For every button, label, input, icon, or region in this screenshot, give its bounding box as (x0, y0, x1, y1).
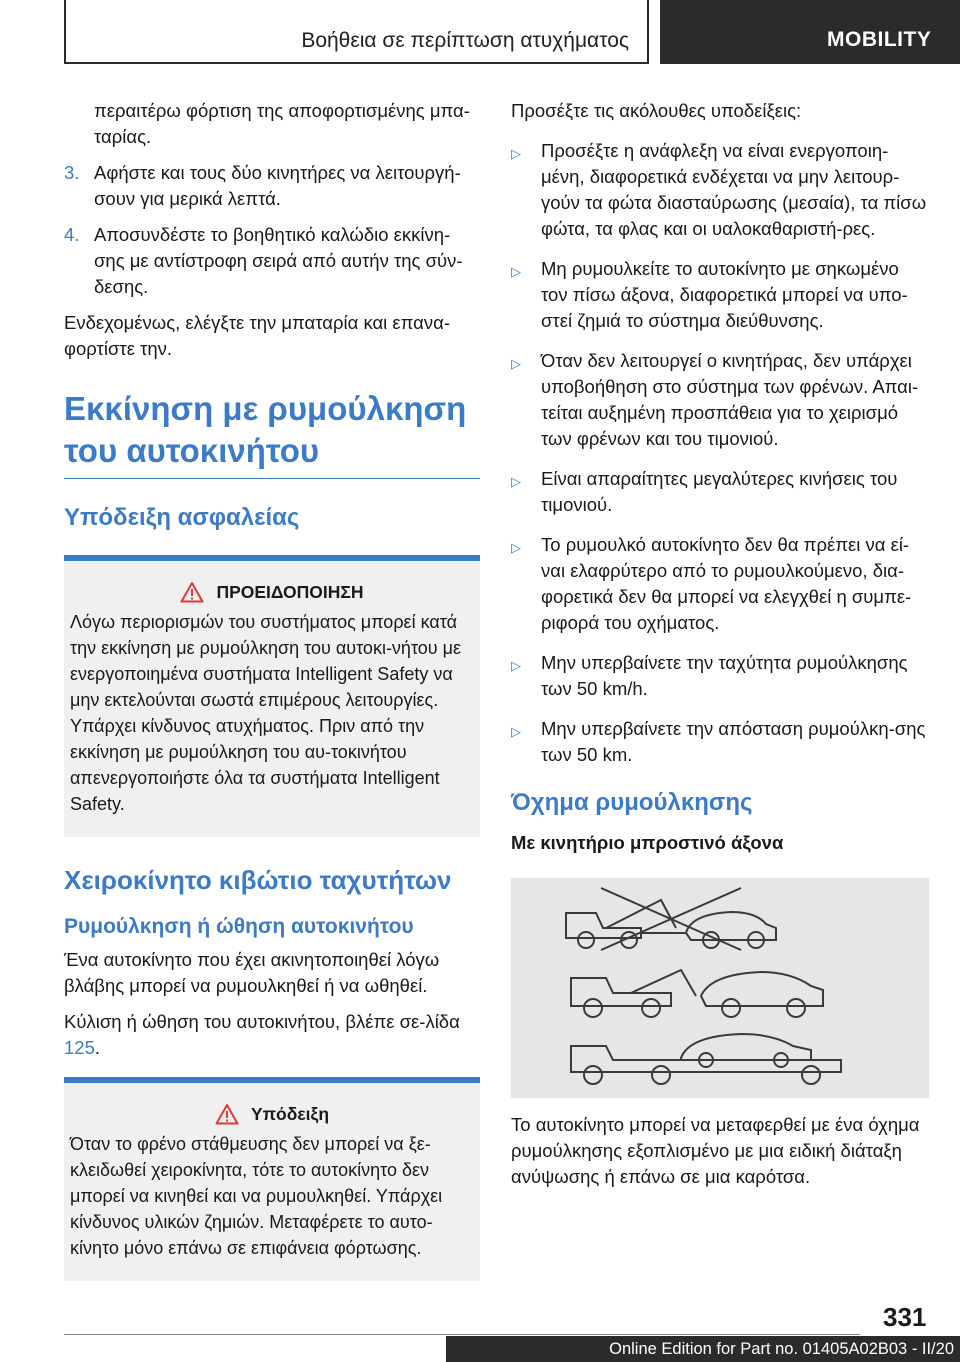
note-box (64, 1083, 480, 1281)
bullet-triangle-icon: ▷ (511, 356, 521, 371)
warning-triangle-icon (180, 581, 204, 603)
warning-triangle-icon (215, 1103, 239, 1125)
list-item (511, 532, 929, 636)
front-axle-heading: Με κινητήριο μπροστινό άξονα (511, 832, 784, 853)
heading-rule (64, 478, 480, 479)
bullet-triangle-icon: ▷ (511, 724, 521, 739)
battery-check-text: Ενδεχομένως, ελέγξτε την μπαταρία και επανα-φορτίστε την. (64, 312, 450, 359)
section-tab (660, 0, 960, 64)
towing-text: Ένα αυτοκίνητο που έχει ακινητοποιηθεί λόγω βλάβης μπορεί να ρυμουλκηθεί ή να ωθηθεί. (64, 949, 440, 996)
edition-footer: Online Edition for Part no. 01405A02B03 - II/20 (446, 1336, 960, 1362)
list-item (511, 348, 929, 452)
vehicle-heading: Όχημα ρυμούλκησης (511, 789, 753, 816)
step-number: 3. (64, 162, 80, 183)
bullet-triangle-icon: ▷ (511, 658, 521, 673)
section-heading: Εκκίνηση με ρυμούλκηση του αυτοκινήτου (64, 390, 467, 469)
list-item (511, 138, 929, 242)
list-item-text: Μη ρυμουλκείτε το αυτοκίνητο με σηκωμένο τον πίσω άξονα, διαφορετικά μπορεί να υπο-στεί ζημιά το σύστημα διεύθυνσης. (541, 258, 908, 331)
gearbox-heading: Χειροκίνητο κιβώτιο ταχυτήτων (64, 865, 452, 895)
page-reference-link[interactable]: 125 (64, 1037, 95, 1058)
warning-text: Λόγω περιορισμών του συστήματος μπορεί κατά την εκκίνηση με ρυμούλκηση του αυτοκι-νήτου με ενεργοποιημένα συστήματα Intelligent Safety να μην εκτελούνται σωστά επιμέρους λειτουργίες. Υπάρχει κίνδυνος ατυχήματος. Πριν από την εκκίνηση με ρυμούλκηση του αυ-τοκινήτου απενεργοποιήστε όλα τα συστήματα Intelligent Safety. (70, 612, 462, 814)
page-number: 331 (883, 1302, 927, 1332)
step-3 (64, 160, 480, 212)
list-item (511, 466, 929, 518)
note-header (70, 1103, 474, 1125)
warning-box (64, 561, 480, 837)
list-item-text: Το ρυμουλκό αυτοκίνητο δεν θα πρέπει να εί-ναι ελαφρύτερο από το ρυμουλκούμενο, δια-φορετικά δεν θα μπορεί να ελεγχθεί η συμπε-ριφορά του οχήματος. (541, 534, 912, 633)
warning-header (70, 581, 474, 603)
period: . (94, 1037, 101, 1058)
right-column (511, 98, 929, 1200)
safety-heading: Υπόδειξη ασφαλείας (64, 504, 300, 531)
list-item (511, 716, 929, 768)
step-4 (64, 222, 480, 300)
step-number: 4. (64, 224, 80, 245)
list-item-text: Μην υπερβαίνετε την απόσταση ρυμούλκη-σης των 50 km. (541, 718, 926, 765)
step-text: Αποσυνδέστε το βοηθητικό καλώδιο εκκίνη-σης με αντίστροφη σειρά από αυτήν της σύν-δεσης. (94, 224, 463, 297)
bullet-triangle-icon: ▷ (511, 540, 521, 555)
chapter-title: Βοήθεια σε περίπτωση ατυχήματος (301, 29, 629, 52)
section-label: MOBILITY (827, 28, 932, 51)
bullet-triangle-icon: ▷ (511, 264, 521, 279)
list-item-text: Προσέξτε η ανάφλεξη να είναι ενεργοποιη-μένη, διαφορετικά ενδέχεται να μην λειτουρ-γούν τα φώτα διασταύρωσης (μεσαία), τα πίσω φώτα, τα φλας και οι υαλοκαθαριστή-ρες. (541, 140, 927, 239)
tow-truck-drawing (511, 878, 929, 1098)
warning-title: ΠΡΟΕΙΔΟΠΟΙΗΣΗ (216, 581, 364, 602)
left-column (64, 98, 480, 1307)
tow-truck-illustration (511, 878, 929, 1098)
note-text: Όταν το φρένο στάθμευσης δεν μπορεί να ξε-κλειδωθεί χειροκίνητα, τότε το αυτοκίνητο δεν μπορεί να κινηθεί και να ρυμουλκηθεί. Υπάρχει κίνδυνος υλικών ζημιών. Μεταφέρετε το αυτο-κίνητο μόνο επάνω σε επιφάνεια φόρτωσης. (70, 1134, 443, 1258)
rolling-text-body: Κύλιση ή ώθηση του αυτοκινήτου, βλέπε σε-λίδα (64, 1011, 460, 1032)
continued-step-text: περαιτέρω φόρτιση της αποφορτισμένης μπα-ταρίας. (94, 100, 470, 147)
list-item (511, 256, 929, 334)
footer-rule (64, 1334, 860, 1335)
note-title: Υπόδειξη (250, 1103, 330, 1124)
list-item-text: Όταν δεν λειτουργεί ο κινητήρας, δεν υπάρχει υποβοήθηση στο σύστημα των φρένων. Απαι-τείται αυξημένη προσπάθεια για το χειρισμό των φρένων και του τιμονιού. (541, 350, 919, 449)
intro-text: Προσέξτε τις ακόλουθες υποδείξεις: (511, 100, 802, 121)
towing-heading: Ρυμούλκηση ή ώθηση αυτοκινήτου (64, 915, 414, 938)
header-title-box (64, 0, 649, 64)
bullet-triangle-icon: ▷ (511, 146, 521, 161)
figure-caption: Το αυτοκίνητο μπορεί να μεταφερθεί με ένα όχημα ρυμούλκησης εξοπλισμένο με μια ειδική διάταξη ανύψωσης ή επάνω σε μια καρότσα. (511, 1114, 920, 1187)
list-item (511, 650, 929, 702)
bullet-triangle-icon: ▷ (511, 474, 521, 489)
step-text: Αφήστε και τους δύο κινητήρες να λειτουργή-σουν για μερικά λεπτά. (94, 162, 461, 209)
list-item-text: Μην υπερβαίνετε την ταχύτητα ρυμούλκησης των 50 km/h. (541, 652, 908, 699)
rolling-text (64, 1009, 480, 1061)
list-item-text: Είναι απαραίτητες μεγαλύτερες κινήσεις του τιμονιού. (541, 468, 898, 515)
